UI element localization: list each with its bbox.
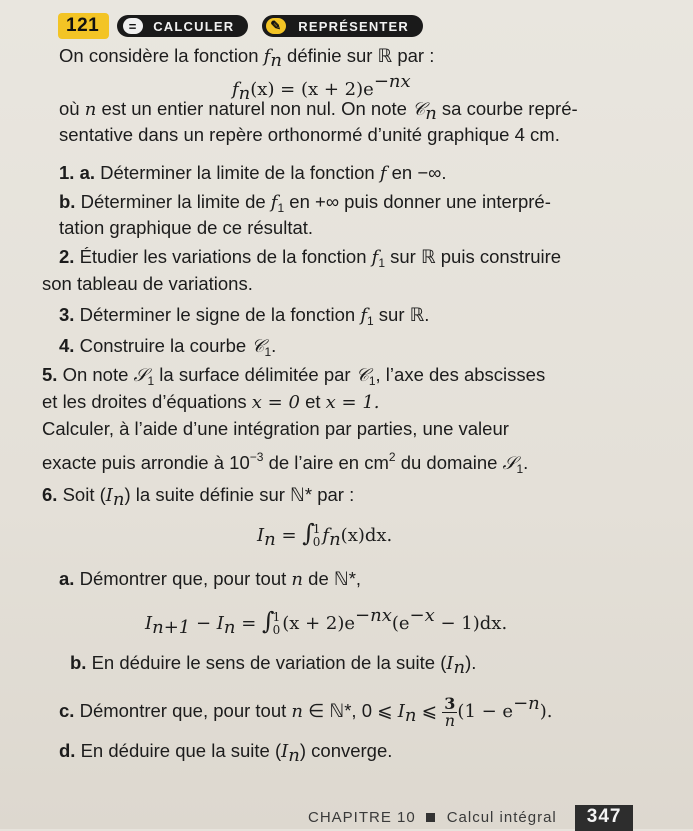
fraction-3-over-n: $\frac{3}{n}$ (444, 693, 456, 730)
question-5-line-2: et les droites d’équations x = 0 et x = 1. (42, 391, 380, 413)
square-bullet-icon (426, 813, 435, 822)
question-1b: b. Déterminer la limite de $f_1$ en +∞ puis donner une interpré- (59, 191, 551, 215)
recurrence-formula: $I_{n+1} - I_n$ = ∫ 1 0 $(x + 2)e^{-nx}(e^{-x} - 1)dx$. (145, 605, 508, 638)
page-number: 347 (575, 805, 634, 831)
exercise-number-badge: 121 (58, 13, 109, 39)
question-6d: d. En déduire que la suite $(I_n)$ converge. (59, 740, 393, 766)
intro-line-4: sentative dans un repère orthonormé d’unité graphique 4 cm. (59, 124, 560, 145)
question-2: 2. Étudier les variations de la fonction $f_1$ sur ℝ puis construire (59, 246, 562, 270)
intro-line-1: On considère la fonction $f_n$ définie sur ℝ par : (59, 45, 435, 71)
question-6b: b. En déduire le sens de variation de la suite $(I_n)$. (70, 652, 477, 678)
chapter-title: Calcul intégral (446, 809, 557, 826)
question-1b-line-2: tation graphique de ce résultat. (59, 217, 314, 238)
intro-line-3: où n est un entier naturel non nul. On note 𝒞$_n$ sa courbe repré- (59, 98, 578, 124)
question-5-line-3: Calculer, à l’aide d’une intégration par parties, une valeur (42, 418, 509, 439)
tag-representer-label: REPRÉSENTER (298, 18, 410, 34)
question-6c: c. Démontrer que, pour tout n ∈ ℕ*, 0 ⩽ $I_n$ ⩽ $\frac{3}{n}$ $(1 - e^{-n})$. (59, 693, 553, 730)
function-formula: $f_n(x) = (x + 2)e^{-nx}$ (232, 71, 411, 104)
question-6a: a. Démontrer que, pour tout n de ℕ*, (59, 568, 362, 590)
exercise-header (58, 14, 423, 38)
question-4: 4. Construire la courbe 𝒞$_1$. (59, 335, 277, 359)
question-2-line-2: son tableau de variations. (42, 273, 253, 294)
page-footer (308, 806, 633, 829)
question-5: 5. On note 𝒮$_1$ la surface délimitée par 𝒞$_1$, l’axe des abscisses (42, 364, 546, 388)
tag-representer (262, 15, 423, 37)
question-3: 3. Déterminer le signe de la fonction $f_1$ sur ℝ. (59, 304, 430, 328)
equals-icon: = (123, 18, 143, 34)
tag-calculer-label: CALCULER (153, 18, 235, 34)
pencil-icon: ✎ (266, 18, 286, 34)
integral-definition: $I_n$ = ∫ 1 0 $f_n(x)dx$. (257, 519, 393, 550)
question-5-line-4: exacte puis arrondie à $10^{-3}$ de l’aire en $cm^2$ du domaine 𝒮$_1$. (42, 450, 529, 476)
question-6: 6. Soit $(I_n)$ la suite définie sur ℕ* par : (42, 484, 355, 510)
chapter-label: CHAPITRE 10 (308, 809, 416, 826)
tag-calculer (117, 15, 248, 37)
question-1a: 1. a. Déterminer la limite de la fonction f en −∞. (59, 162, 447, 184)
